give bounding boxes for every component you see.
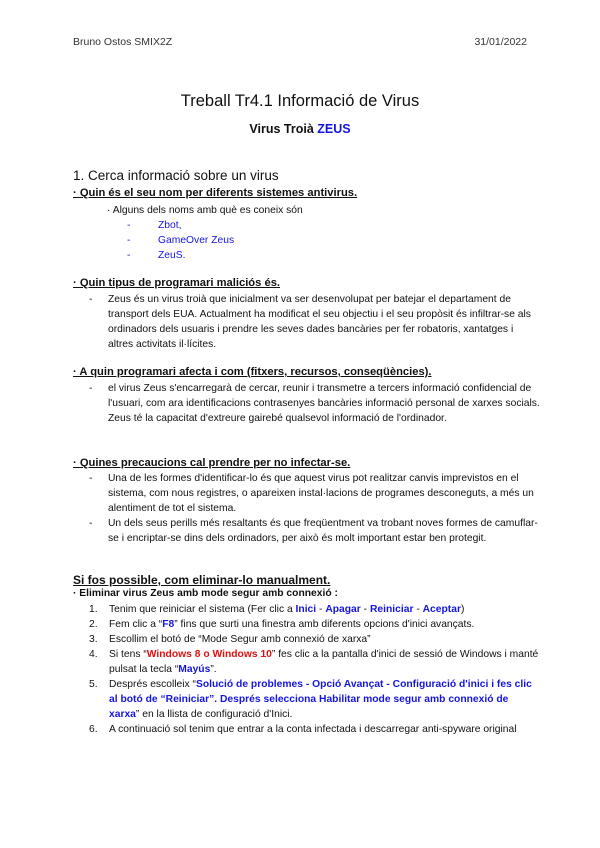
page-subtitle <box>0 122 600 136</box>
step-number: 6. <box>89 724 98 735</box>
step-text: Tenim que reiniciar el sistema (Fer clic a <box>109 604 296 615</box>
list-item <box>127 233 327 248</box>
step-text: ” fes clic a la pantalla d'inici de sessió de Windows i manté pulsat la tecla “ <box>109 649 539 675</box>
header-date: 31/01/2022 <box>474 36 527 48</box>
list-item-text: ZeuS. <box>158 250 186 261</box>
step-separator: - <box>316 604 326 615</box>
step-keyword: Apagar <box>325 604 361 615</box>
list-item-text: Un dels seus perills més resaltants és que freqüentment va trobant noves formes de camuflar-se i encriptar-se dins dels ordinadors, per això és molt important estar ben protegit. <box>108 518 538 544</box>
step-item <box>89 602 541 617</box>
step-text: ” en la llista de configuració d'Inici. <box>135 709 293 720</box>
step-keyword: Windows 10 <box>212 649 272 660</box>
removal-subheading: · Eliminar virus Zeus amb mode segur amb connexió : <box>73 588 338 599</box>
list-item <box>89 516 541 546</box>
step-text: ) <box>460 604 465 615</box>
step-number: 3. <box>89 634 98 645</box>
list-item-text: Una de les formes d'identificar-lo és que aquest virus pot realitzar canvis imprevistos en el sistema, com nous registres, o apareixen instal·lacions de programes desconeguts, a més un alentiment de tot el sistema. <box>108 473 534 514</box>
step-text: Després escolleix “ <box>109 679 196 690</box>
dash-bullet: - <box>89 383 93 394</box>
list-item-text: Zeus és un virus troià que inicialment va ser desenvolupat per batejar el departament de transport dels EUA. Actualment ha modificat el seu objectiu i el seu propòsit és infiltrar-se als ordinadors dels usuaris i prendre les seves dades bancàries per fer robatoris, xantatges i altres activitats il·lícites. <box>108 294 531 350</box>
step-separator: - <box>360 604 370 615</box>
dash-bullet: - <box>127 250 131 261</box>
list-item <box>127 248 327 263</box>
step-item <box>89 632 541 647</box>
question-1-label: · Quin és el seu nom per diferents sistemes antivirus. <box>73 187 358 199</box>
step-keyword: Reiniciar <box>369 604 414 615</box>
step-keyword: o <box>200 649 213 660</box>
dash-bullet: - <box>127 220 131 231</box>
step-text: ”. <box>210 664 217 675</box>
step-number: 4. <box>89 649 98 660</box>
antivirus-name-list <box>127 218 327 263</box>
step-keyword: Opció Avançat <box>312 679 384 690</box>
step-item <box>89 722 541 737</box>
list-item <box>89 381 541 426</box>
question-1-intro: · Alguns dels noms amb què es coneix són <box>107 205 303 216</box>
step-keyword: Configuració d'inici i fes clic al botó de “Reiniciar”. Després selecciona Habilitar mode segur amb connexió de xarxa <box>109 679 532 720</box>
dash-bullet: - <box>89 294 93 305</box>
list-item <box>127 218 327 233</box>
step-keyword: Solució de problemes <box>195 679 303 690</box>
step-text: Fem clic a “ <box>109 619 163 630</box>
question-4-label: · Quines precaucions cal prendre per no infectar-se. <box>73 457 351 469</box>
page-title: Treball Tr4.1 Informació de Virus <box>180 92 420 110</box>
step-number: 2. <box>89 619 98 630</box>
list-item <box>89 292 541 352</box>
question-4-list <box>89 471 541 546</box>
step-keyword: F8 <box>162 619 175 630</box>
step-separator: - <box>302 679 313 690</box>
question-2-list <box>89 292 541 352</box>
step-item <box>89 677 541 722</box>
question-3-label: · A quin programari afecta i com (fitxers, recursos, conseqüències). <box>73 366 432 378</box>
step-keyword: Windows 8 <box>146 649 201 660</box>
step-text: ” fins que surti una finestra amb diferents opcions d'inici avançats. <box>174 619 475 630</box>
step-item <box>89 617 541 632</box>
list-item-text: GameOver Zeus <box>158 235 235 246</box>
step-keyword: Inici <box>295 604 317 615</box>
list-item-text: Zbot, <box>158 220 182 231</box>
dash-bullet: - <box>89 473 93 484</box>
step-number: 5. <box>89 679 98 690</box>
header-author: Bruno Ostos SMIX2Z <box>73 36 173 48</box>
dash-bullet: - <box>127 235 131 246</box>
list-item-text: el virus Zeus s'encarregarà de cercar, reunir i transmetre a tercers informació confidencial de l'usuari, com ara identificacions contrasenyes bancàries informació personal de xarxes socials. Zeus té la capacitat d'extreure gairebé qualsevol informació de l'ordinador. <box>108 383 540 424</box>
step-text: Si tens “ <box>109 649 147 660</box>
step-text: A continuació sol tenim que entrar a la conta infectada i descarregar anti-spyware original <box>109 724 517 735</box>
subtitle-highlight: ZEUS <box>317 122 351 136</box>
step-keyword: Mayús <box>178 664 211 675</box>
step-number: 1. <box>89 604 98 615</box>
removal-heading: Si fos possible, com eliminar-lo manualment. <box>73 573 331 587</box>
step-separator: - <box>413 604 423 615</box>
removal-steps-list <box>89 602 541 737</box>
dash-bullet: - <box>89 518 93 529</box>
question-2-label: · Quin tipus de programari maliciós és. <box>73 277 281 289</box>
step-keyword: Aceptar <box>422 604 461 615</box>
step-separator: - <box>383 679 393 690</box>
question-3-list <box>89 381 541 426</box>
step-item <box>89 647 541 677</box>
subtitle-prefix: Virus Troià <box>249 122 318 136</box>
section-heading: 1. Cerca informació sobre un virus <box>73 168 279 183</box>
step-text: Escollim el botó de “Mode Segur amb connexió de xarxa” <box>109 634 371 645</box>
list-item <box>89 471 541 516</box>
